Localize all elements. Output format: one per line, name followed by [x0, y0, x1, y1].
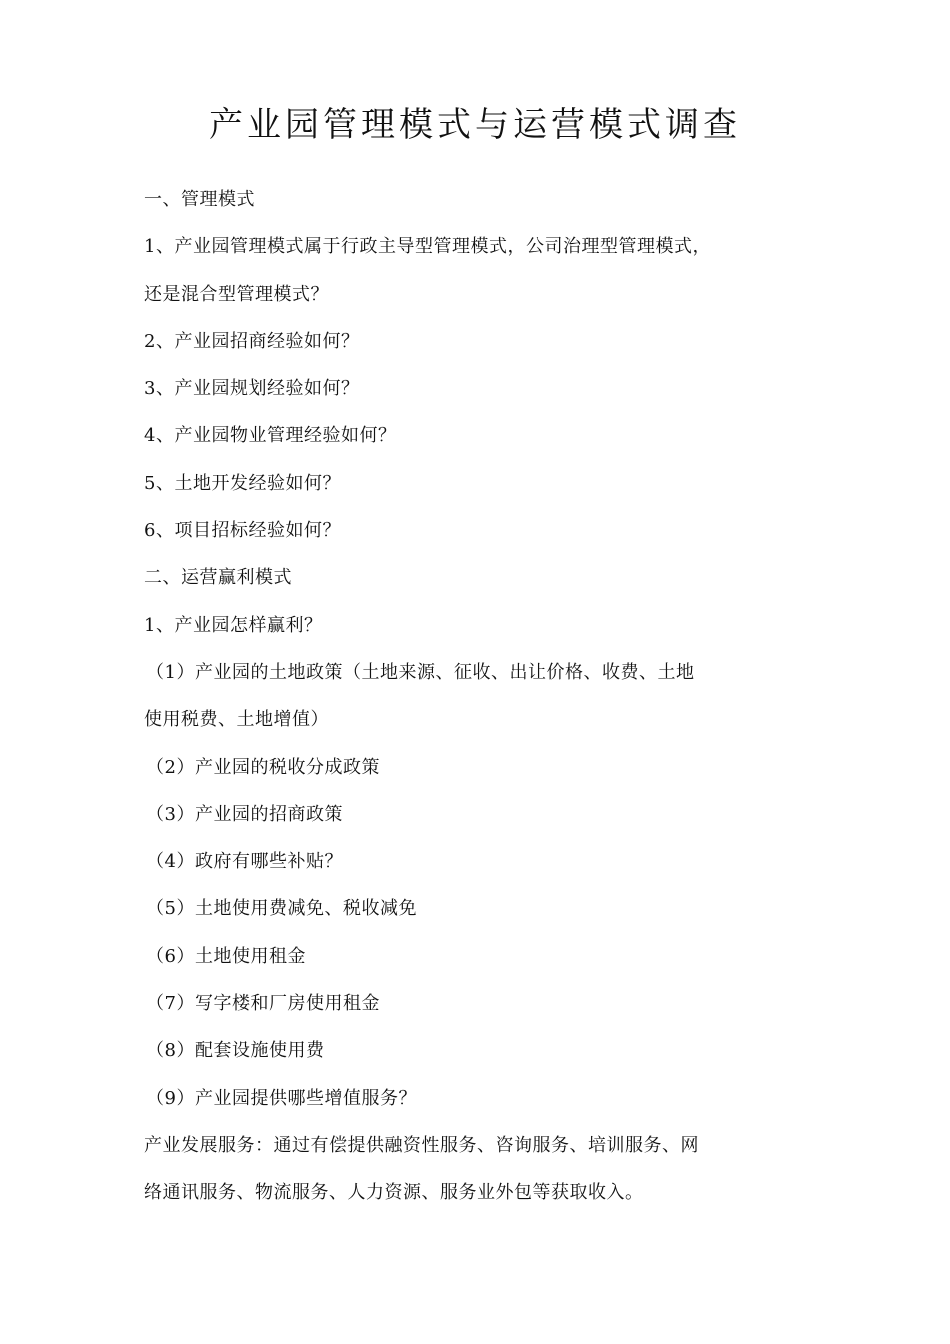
sub-question-line: 使用税费、土地增值） [144, 709, 329, 731]
section-heading-operation: 二、运营赢利模式 [144, 567, 292, 589]
sub-question-line: （8）配套设施使用费 [146, 1040, 325, 1062]
question-line: 5、土地开发经验如何？ [144, 472, 341, 494]
sub-question-line: （3）产业园的招商政策 [146, 803, 343, 825]
question-line: 6、项目招标经验如何？ [144, 520, 341, 542]
paragraph-line: 产业发展服务：通过有偿提供融资性服务、咨询服务、培训服务、网 [144, 1134, 699, 1156]
question-line: 1、产业园管理模式属于行政主导型管理模式，公司治理型管理模式， [144, 236, 711, 258]
sub-question-line: （2）产业园的税收分成政策 [146, 756, 380, 778]
sub-question-line: （7）写字楼和厂房使用租金 [146, 993, 380, 1015]
sub-question-line: （5）土地使用费减免、税收减免 [146, 898, 417, 920]
question-line: 3、产业园规划经验如何？ [144, 378, 360, 400]
section-heading-management: 一、管理模式 [144, 189, 255, 210]
question-line: 2、产业园招商经验如何？ [144, 330, 360, 352]
sub-question-line: （4）政府有哪些补贴？ [146, 851, 343, 873]
paragraph-line: 络通讯服务、物流服务、人力资源、服务业外包等获取收入。 [144, 1182, 644, 1204]
sub-question-line: （9）产业园提供哪些增值服务？ [146, 1087, 417, 1109]
document-title: 产业园管理模式与运营模式调查 [209, 105, 741, 145]
sub-question-line: （6）土地使用租金 [146, 945, 306, 967]
sub-question-line: （1）产业园的土地政策（土地来源、征收、出让价格、收费、土地 [146, 661, 695, 683]
document-body [144, 180, 784, 1221]
question-line: 还是混合型管理模式？ [144, 283, 329, 305]
question-line: 4、产业园物业管理经验如何？ [144, 425, 397, 447]
question-line: 1、产业园怎样赢利？ [144, 614, 323, 636]
